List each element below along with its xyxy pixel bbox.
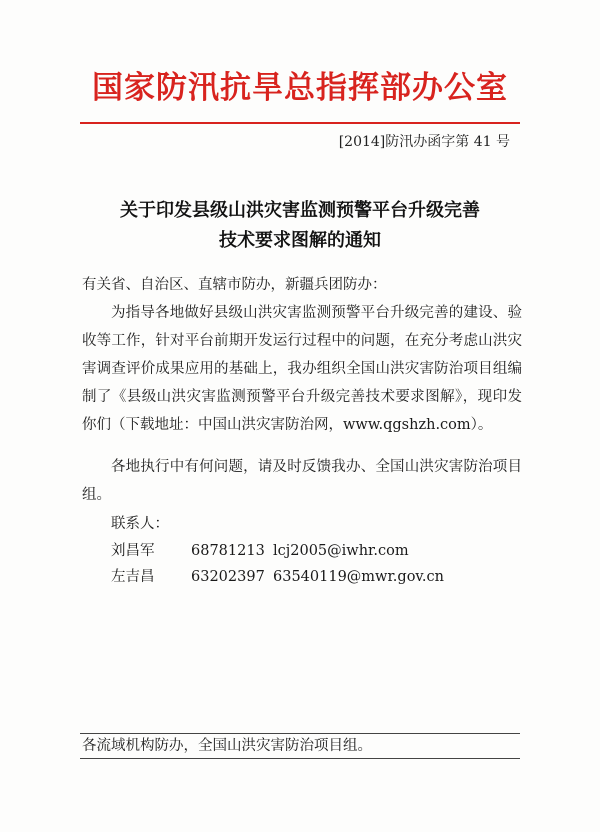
document-number: [2014]防汛办函字第 41 号: [338, 134, 510, 150]
footer-rule-bottom: [80, 758, 520, 759]
contact-name: 刘昌军: [111, 543, 155, 559]
red-header-rule: [80, 122, 520, 124]
contact-phone: 68781213: [191, 543, 265, 559]
contact-email: 63540119@mwr.gov.cn: [273, 569, 444, 585]
body-paragraph-2: 各地执行中有何问题，请及时反馈我办、全国山洪灾害防治项目组。: [82, 459, 522, 503]
contact-row: [111, 537, 409, 565]
contacts-label: 联系人：: [111, 516, 169, 532]
organization-header: 国家防汛抗旱总指挥部办公室: [92, 70, 508, 106]
contact-phone: 63202397: [191, 569, 265, 585]
body-paragraph-1: 为指导各地做好县级山洪灾害监测预警平台升级完善的建设、验收等工作，针对平台前期开发运行过程中的问题，在充分考虑山洪灾害调查评价成果应用的基础上，我办组织全国山洪灾害防治项目组编制了《县级山洪灾害监测预警平台升级完善技术要求图解》，现印发你们（下载地址：中国山洪灾害防治网，www.qgshzh.com）。: [82, 305, 522, 433]
salutation: 有关省、自治区、直辖市防办，新疆兵团防办：: [82, 277, 387, 293]
document-title-line-1: 关于印发县级山洪灾害监测预警平台升级完善: [120, 200, 480, 221]
cc-recipients: 各流域机构防办，全国山洪灾害防治项目组。: [82, 738, 372, 754]
contact-row: [111, 563, 444, 591]
contact-name: 左吉昌: [111, 569, 155, 585]
document-title-line-2: 技术要求图解的通知: [219, 230, 381, 251]
contact-email: lcj2005@iwhr.com: [273, 543, 409, 559]
